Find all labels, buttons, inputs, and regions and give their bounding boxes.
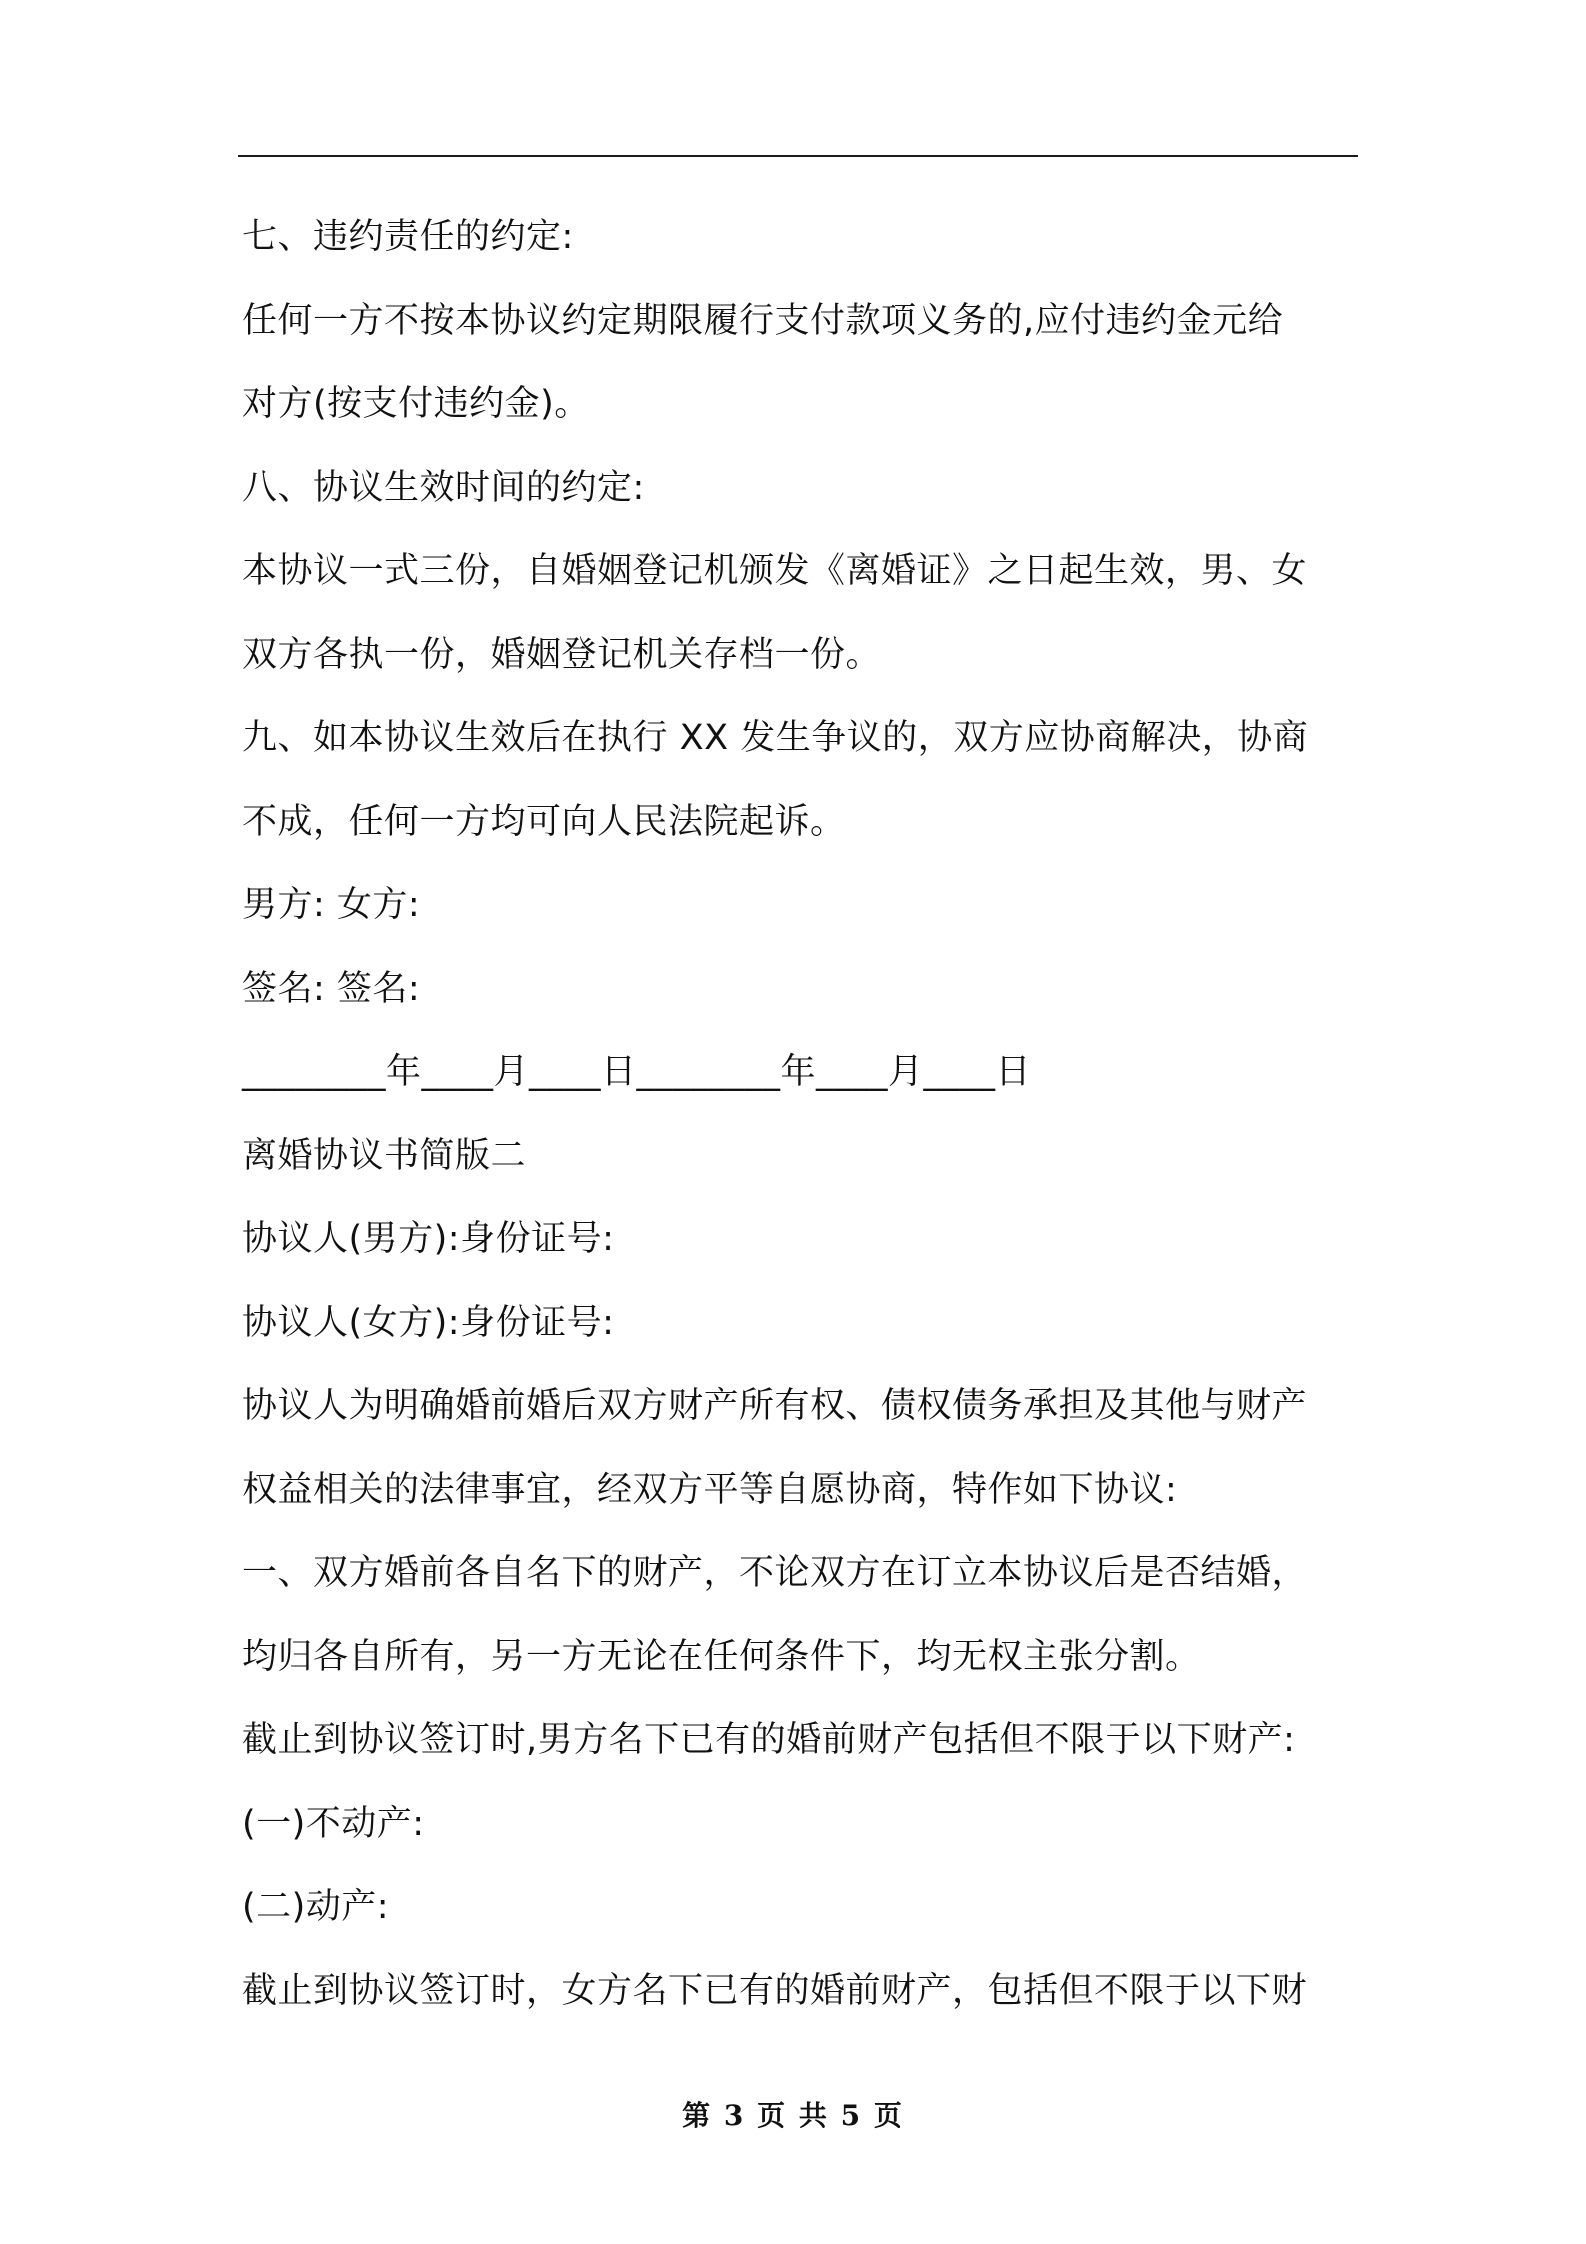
section-heading-effective-date: 八、协议生效时间的约定:: [242, 467, 645, 508]
page-number: 第 3 页 共 5 页: [682, 2099, 904, 2132]
male-party-id-line: 协议人(男方):身份证号:: [242, 1219, 615, 1259]
header-rule: [238, 155, 1358, 157]
date-blanks: ________年____月____日________年____月____日: [242, 1052, 1032, 1092]
party-labels: 男方: 女方:: [242, 885, 421, 925]
list-item-movables: (二)动产:: [242, 1887, 390, 1927]
paragraph-line: 均归各自所有，另一方无论在任何条件下，均无权主张分割。: [242, 1636, 1201, 1677]
paragraph-line: 任何一方不按本协议约定期限履行支付款项义务的,应付违约金元给: [242, 300, 1284, 341]
paragraph-line: 权益相关的法律事宜，经双方平等自愿协商，特作如下协议:: [242, 1469, 1178, 1510]
section-heading-liability: 七、违约责任的约定:: [242, 217, 574, 257]
paragraph-line: 双方各执一份，婚姻登记机关存档一份。: [242, 634, 882, 675]
paragraph-line: 协议人为明确婚前婚后双方财产所有权、债权债务承担及其他与财产: [242, 1386, 1308, 1426]
paragraph-line: 截止到协议签订时,男方名下已有的婚前财产包括但不限于以下财产:: [242, 1720, 1296, 1760]
paragraph-line: 本协议一式三份，自婚姻登记机颁发《离婚证》之日起生效，男、女: [242, 551, 1308, 591]
paragraph-line: 不成，任何一方均可向人民法院起诉。: [242, 801, 846, 842]
paragraph-line: 对方(按支付违约金)。: [242, 384, 590, 424]
section-heading-premarital: 一、双方婚前各自名下的财产，不论双方在订立本协议后是否结婚，: [242, 1553, 1308, 1593]
female-party-id-line: 协议人(女方):身份证号:: [242, 1302, 615, 1343]
list-item-real-estate: (一)不动产:: [242, 1803, 425, 1844]
paragraph-line: 截止到协议签订时，女方名下已有的婚前财产，包括但不限于以下财: [242, 1970, 1308, 2011]
section-heading-dispute: 九、如本协议生效后在执行 XX 发生争议的，双方应协商解决，协商: [242, 718, 1309, 758]
signature-labels: 签名: 签名:: [242, 968, 421, 1009]
document-subtitle: 离婚协议书简版二: [242, 1135, 527, 1176]
document-body: [242, 196, 1367, 2033]
